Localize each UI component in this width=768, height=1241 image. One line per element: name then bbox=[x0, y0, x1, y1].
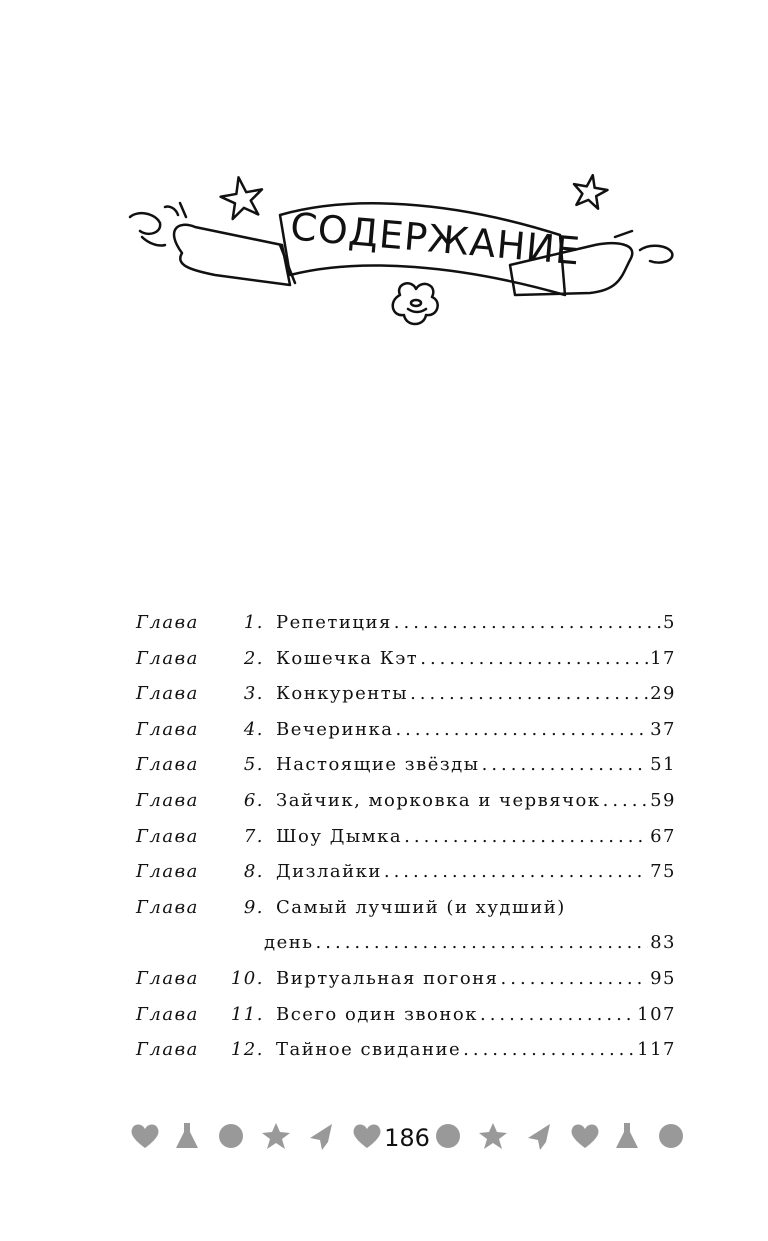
chapter-page: 17 bbox=[650, 647, 676, 669]
flask-icon bbox=[176, 1123, 198, 1148]
toc-row[interactable] bbox=[136, 612, 676, 648]
chapter-word: Глава bbox=[136, 896, 199, 918]
chapter-number: 5. bbox=[243, 754, 264, 776]
toc-row[interactable] bbox=[136, 790, 676, 826]
chapter-number: 11. bbox=[230, 1003, 264, 1025]
chapter-title: Виртуальная погоня bbox=[276, 967, 499, 989]
chapter-number: 7. bbox=[243, 825, 264, 847]
circle-icon bbox=[436, 1124, 460, 1148]
leader-dots bbox=[384, 861, 648, 882]
chapter-number: 2. bbox=[243, 647, 264, 669]
chapter-page: 29 bbox=[650, 683, 676, 705]
paper-plane-icon bbox=[528, 1124, 550, 1150]
chapter-title: Самый лучший (и худший) bbox=[276, 896, 566, 918]
toc-row[interactable] bbox=[136, 683, 676, 719]
leader-dots bbox=[394, 612, 661, 633]
chapter-word: Глава bbox=[136, 1003, 199, 1025]
star-icon bbox=[262, 1123, 290, 1149]
leader-dots bbox=[395, 719, 648, 740]
chapter-number: 1. bbox=[243, 612, 264, 633]
chapter-page: 59 bbox=[650, 789, 676, 811]
page-number: 186 bbox=[384, 1124, 430, 1152]
chapter-title: Конкуренты bbox=[276, 683, 409, 705]
chapter-number: 6. bbox=[243, 789, 264, 811]
chapter-page: 107 bbox=[637, 1003, 676, 1025]
chapter-word: Глава bbox=[136, 612, 199, 633]
chapter-word: Глава bbox=[136, 861, 199, 883]
toc-row[interactable] bbox=[136, 968, 676, 1004]
leader-dots bbox=[420, 648, 648, 669]
leader-dots bbox=[463, 1039, 635, 1060]
table-of-contents bbox=[136, 612, 676, 1075]
chapter-page: 83 bbox=[650, 932, 676, 954]
chapter-page: 67 bbox=[650, 825, 676, 847]
leader-dots bbox=[410, 683, 648, 704]
chapter-word: Глава bbox=[136, 683, 199, 705]
toc-row[interactable] bbox=[136, 1004, 676, 1040]
chapter-number: 10. bbox=[230, 967, 264, 989]
leader-dots bbox=[404, 826, 648, 847]
chapter-number: 12. bbox=[230, 1039, 264, 1061]
circle-icon bbox=[659, 1124, 683, 1148]
chapter-word: Глава bbox=[136, 967, 199, 989]
chapter-word: Глава bbox=[136, 647, 199, 669]
leader-dots bbox=[501, 968, 649, 989]
chapter-number: 8. bbox=[243, 861, 264, 883]
leader-dots bbox=[480, 1004, 635, 1025]
chapter-number: 9. bbox=[243, 896, 264, 918]
toc-row[interactable] bbox=[136, 648, 676, 684]
leader-dots bbox=[603, 790, 649, 811]
chapter-title: Всего один звонок bbox=[276, 1003, 478, 1025]
leader-dots bbox=[482, 754, 648, 775]
chapter-title: Настоящие звёзды bbox=[276, 754, 480, 776]
chapter-title: Репетиция bbox=[276, 612, 392, 633]
toc-row[interactable] bbox=[136, 1039, 676, 1075]
chapter-word: Глава bbox=[136, 718, 199, 740]
leader-dots bbox=[316, 932, 649, 953]
toc-row[interactable] bbox=[136, 754, 676, 790]
toc-row[interactable] bbox=[136, 897, 676, 933]
chapter-title: Кошечка Кэт bbox=[276, 647, 419, 669]
heart-icon bbox=[572, 1125, 599, 1149]
toc-row[interactable] bbox=[136, 861, 676, 897]
star-icon bbox=[479, 1123, 507, 1149]
chapter-word: Глава bbox=[136, 1039, 199, 1061]
chapter-word: Глава bbox=[136, 825, 199, 847]
chapter-title: Вечеринка bbox=[276, 718, 394, 740]
chapter-number: 3. bbox=[243, 683, 264, 705]
circle-icon bbox=[219, 1124, 243, 1148]
chapter-number: 4. bbox=[243, 718, 264, 740]
chapter-title: Тайное свидание bbox=[276, 1039, 462, 1061]
contents-heading: СОДЕРЖАНИЕ bbox=[288, 204, 583, 274]
chapter-page: 5 bbox=[663, 612, 676, 633]
chapter-title-continuation: день bbox=[264, 932, 314, 954]
paper-plane-icon bbox=[310, 1124, 332, 1150]
heart-icon bbox=[132, 1125, 159, 1149]
chapter-page: 95 bbox=[650, 967, 676, 989]
chapter-title: Шоу Дымка bbox=[276, 825, 403, 847]
chapter-page: 117 bbox=[637, 1039, 676, 1061]
chapter-word: Глава bbox=[136, 754, 199, 776]
toc-row[interactable] bbox=[136, 719, 676, 755]
chapter-title: Дизлайки bbox=[276, 861, 382, 883]
toc-row[interactable] bbox=[136, 826, 676, 862]
heart-icon bbox=[354, 1125, 381, 1149]
chapter-page: 51 bbox=[650, 754, 676, 776]
chapter-page: 75 bbox=[650, 861, 676, 883]
page-footer bbox=[130, 1118, 686, 1158]
toc-row-continuation[interactable] bbox=[136, 932, 676, 968]
chapter-page: 37 bbox=[650, 718, 676, 740]
chapter-title: Зайчик, морковка и червячок bbox=[276, 789, 601, 811]
flask-icon bbox=[616, 1123, 638, 1148]
chapter-word: Глава bbox=[136, 789, 199, 811]
